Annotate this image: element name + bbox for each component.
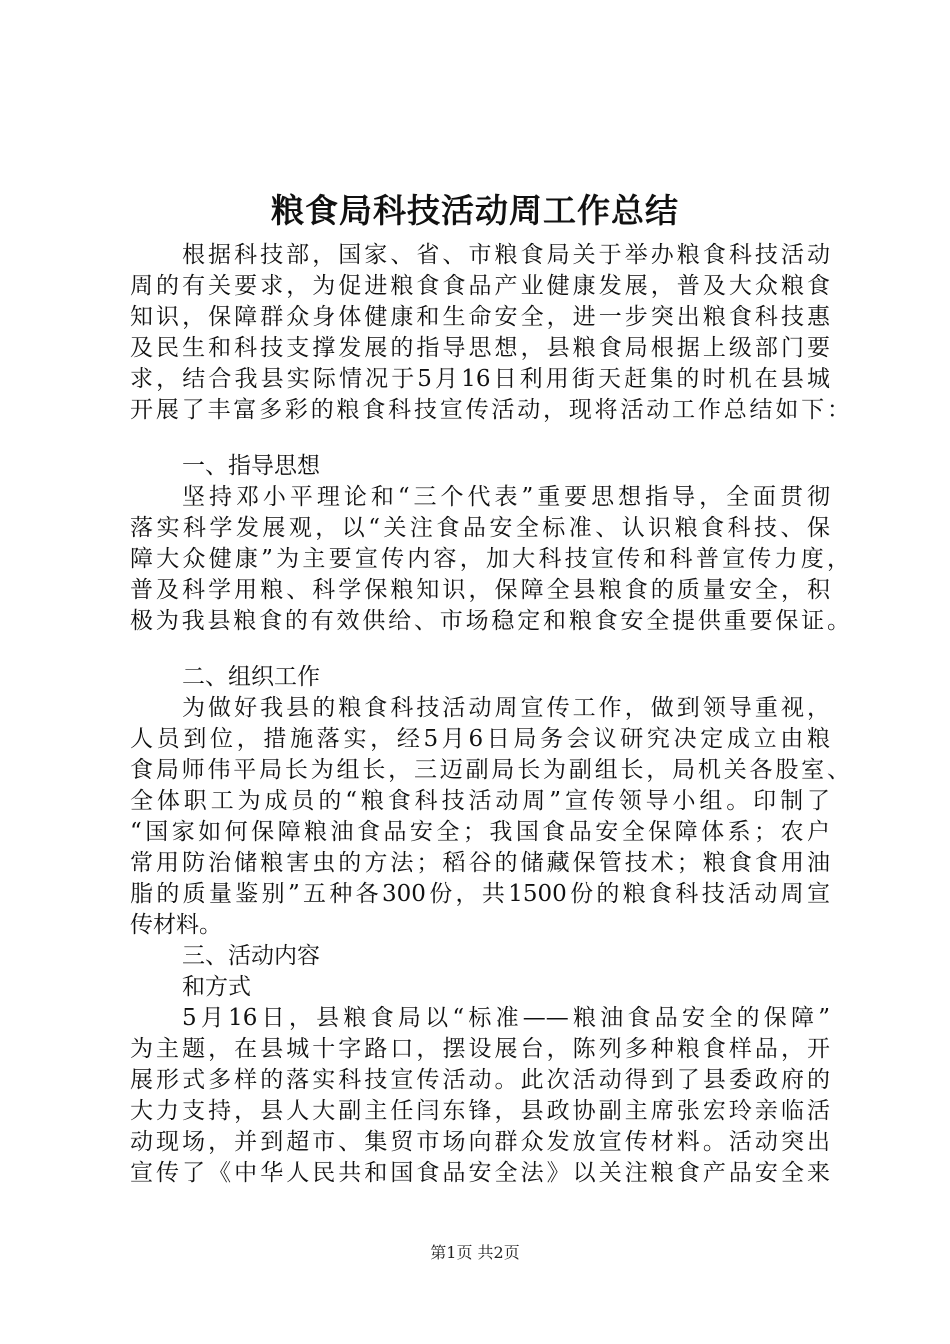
paragraph-line: 常用防治储粮害虫的方法；稻谷的储藏保管技术；粮食食用油 <box>130 850 830 876</box>
paragraph-line: 脂的质量鉴别”五种各300份，共1500份的粮食科技活动周宣 <box>130 881 830 907</box>
paragraph-line: 根据科技部，国家、省、市粮食局关于举办粮食科技活动 <box>182 242 830 268</box>
paragraph-line: 坚持邓小平理论和“三个代表”重要思想指导，全面贯彻 <box>182 484 830 510</box>
section-heading-guiding-thought: 一、指导思想 <box>182 453 320 479</box>
paragraph-line: 极为我县粮食的有效供给、市场稳定和粮食安全提供重要保证。 <box>130 608 850 634</box>
paragraph-line: “国家如何保障粮油食品安全；我国食品安全保障体系；农户 <box>130 819 830 845</box>
section-heading-activities: 三、活动内容 <box>182 943 320 969</box>
paragraph-line: 求，结合我县实际情况于5月16日利用街天赶集的时机在县城 <box>130 366 830 392</box>
paragraph-line: 人员到位，措施落实，经5月6日局务会议研究决定成立由粮 <box>130 726 830 752</box>
paragraph-line: 知识，保障群众身体健康和生命安全，进一步突出粮食科技惠 <box>130 304 830 330</box>
paragraph-line: 为做好我县的粮食科技活动周宣传工作，做到领导重视， <box>182 695 830 721</box>
paragraph-line: 展形式多样的落实科技宣传活动。此次活动得到了县委政府的 <box>130 1067 830 1093</box>
paragraph-line: 及民生和科技支撑发展的指导思想，县粮食局根据上级部门要 <box>130 335 830 361</box>
paragraph-line: 宣传了《中华人民共和国食品安全法》以关注粮食产品安全来 <box>130 1160 830 1186</box>
paragraph-line: 动现场，并到超市、集贸市场向群众发放宣传材料。活动突出 <box>130 1129 830 1155</box>
paragraph-line: 大力支持，县人大副主任闫东锋，县政协副主席张宏玲亲临活 <box>130 1098 830 1124</box>
paragraph-line: 普及科学用粮、科学保粮知识，保障全县粮食的质量安全，积 <box>130 577 830 603</box>
paragraph-line: 5月16日，县粮食局以“标准——粮油食品安全的保障” <box>182 1005 830 1031</box>
paragraph-line: 周的有关要求，为促进粮食食品产业健康发展，普及大众粮食 <box>130 273 830 299</box>
paragraph-line: 落实科学发展观，以“关注食品安全标准、认识粮食科技、保 <box>130 515 830 541</box>
document-title: 粮食局科技活动周工作总结 <box>271 191 679 230</box>
paragraph-line: 食局师伟平局长为组长，三迈副局长为副组长，局机关各股室、 <box>130 757 850 783</box>
paragraph-line: 障大众健康”为主要宣传内容，加大科技宣传和科普宣传力度， <box>130 546 850 572</box>
section-heading-activities-continued: 和方式 <box>182 974 251 1000</box>
section-heading-organization: 二、组织工作 <box>182 664 320 690</box>
paragraph-line: 全体职工为成员的“粮食科技活动周”宣传领导小组。印制了 <box>130 788 830 814</box>
paragraph-line: 为主题，在县城十字路口，摆设展台，陈列多种粮食样品，开 <box>130 1036 830 1062</box>
paragraph-line: 开展了丰富多彩的粮食科技宣传活动，现将活动工作总结如下： <box>130 397 850 423</box>
page-number-footer: 第1页 共2页 <box>430 1243 520 1262</box>
paragraph-line: 传材料。 <box>130 912 222 938</box>
